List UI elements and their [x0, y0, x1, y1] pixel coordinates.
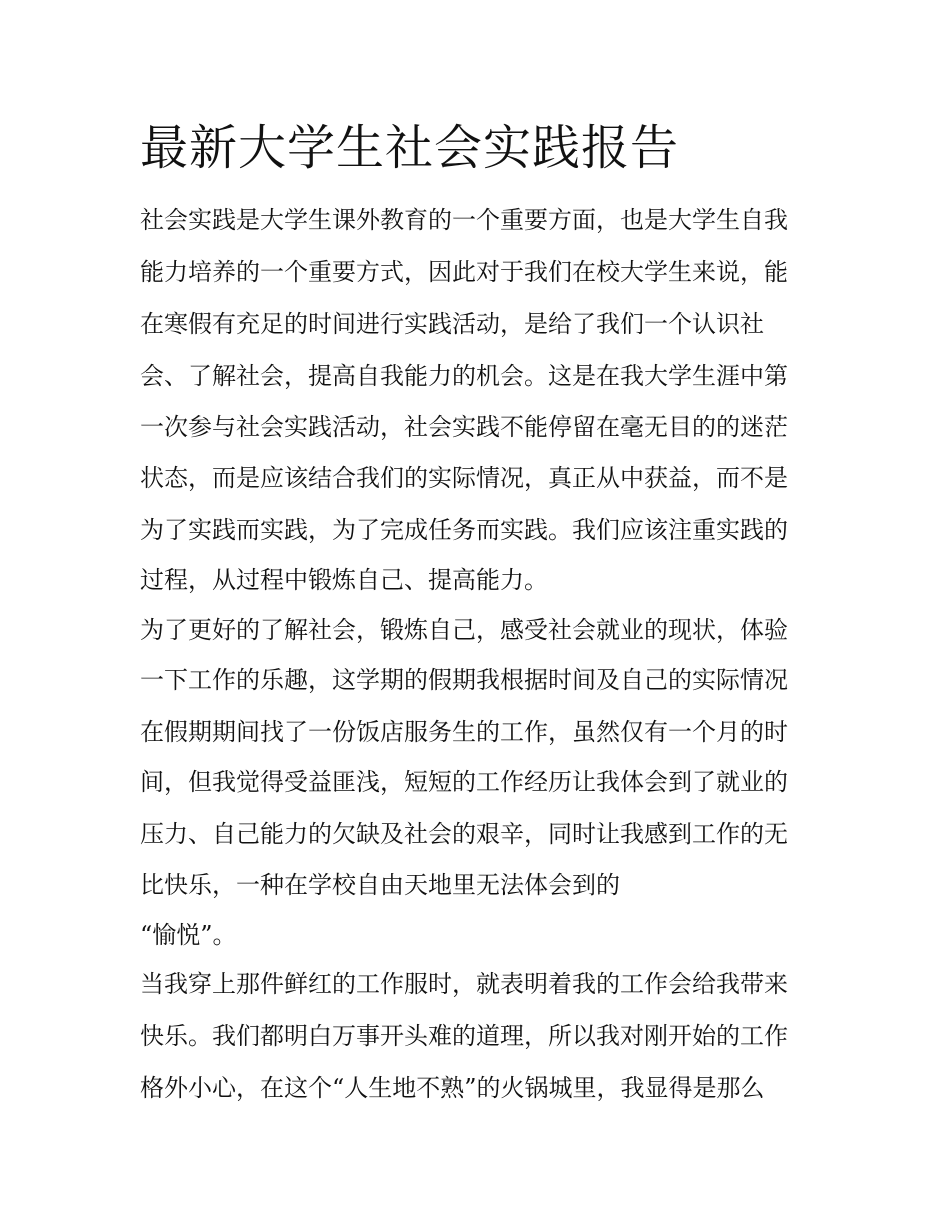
body-text-line: 快乐。我们都明白万事开头难的道理，所以我对刚开始的工作 — [140, 1022, 788, 1050]
body-text-line: 压力、自己能力的欠缺及社会的艰辛，同时让我感到工作的无 — [140, 820, 788, 848]
body-text-line: 在寒假有充足的时间进行实践活动，是给了我们一个认识社 — [140, 310, 764, 338]
body-text-line: 一次参与社会实践活动，社会实践不能停留在毫无目的的迷茫 — [140, 413, 788, 441]
body-text-line: 状态，而是应该结合我们的实际情况，真正从中获益，而不是 — [140, 464, 788, 492]
body-text-line: 为了实践而实践，为了完成任务而实践。我们应该注重实践的 — [140, 516, 788, 544]
body-text-line: 会、了解社会，提高自我能力的机会。这是在我大学生涯中第 — [140, 362, 788, 390]
body-text-line: 社会实践是大学生课外教育的一个重要方面，也是大学生自我 — [140, 206, 788, 234]
body-text-line: 格外小心，在这个“人生地不熟”的火锅城里，我显得是那么 — [140, 1074, 765, 1102]
body-text-line: 间，但我觉得受益匪浅，短短的工作经历让我体会到了就业的 — [140, 768, 788, 796]
body-text-line: 为了更好的了解社会，锻炼自己，感受社会就业的现状，体验 — [140, 616, 788, 644]
body-text-line: 比快乐，一种在学校自由天地里无法体会到的 — [140, 871, 620, 899]
body-text-line: 在假期期间找了一份饭店服务生的工作，虽然仅有一个月的时 — [140, 718, 788, 746]
body-text-line: 过程，从过程中锻炼自己、提高能力。 — [140, 566, 548, 594]
body-text-line: 当我穿上那件鲜红的工作服时，就表明着我的工作会给我带来 — [140, 970, 788, 998]
body-text-line: “愉悦”。 — [140, 921, 237, 949]
body-text-line: 一下工作的乐趣，这学期的假期我根据时间及自己的实际情况 — [140, 666, 788, 694]
body-text-line: 能力培养的一个重要方式，因此对于我们在校大学生来说，能 — [140, 258, 788, 286]
document-title: 最新大学生社会实践报告 — [140, 120, 680, 176]
